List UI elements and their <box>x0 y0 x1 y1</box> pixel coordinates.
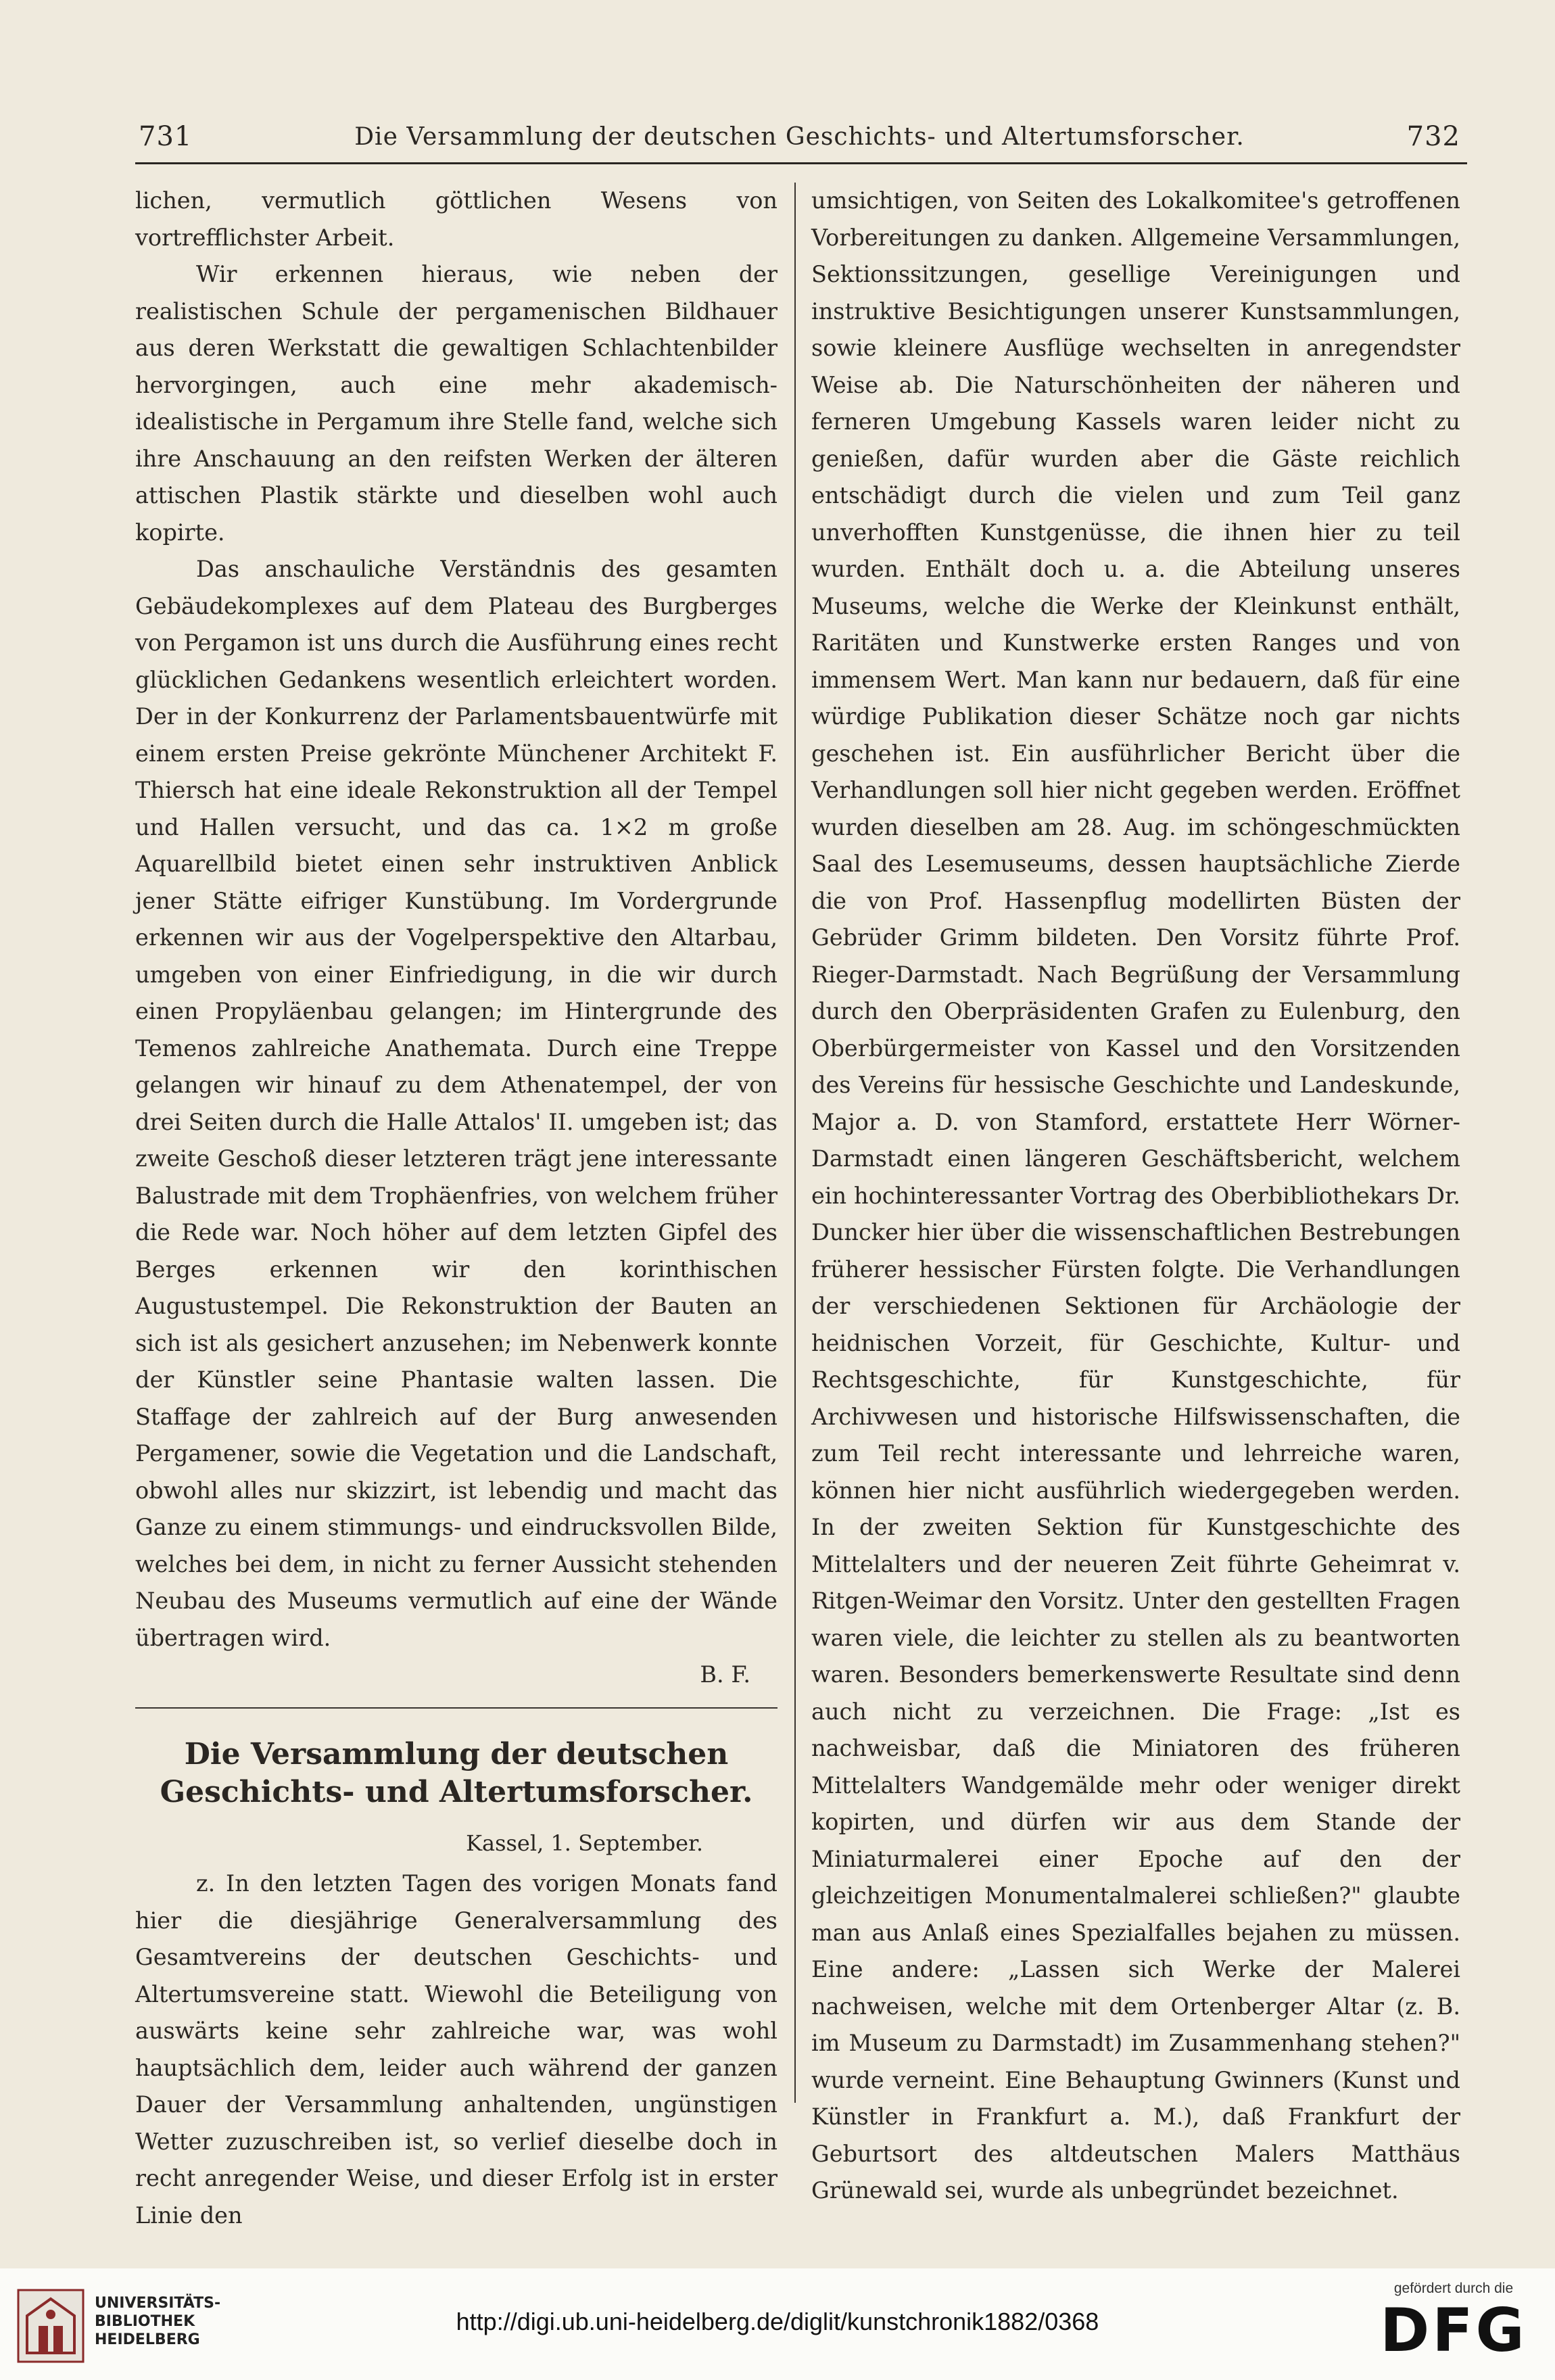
paragraph: z. In den letzten Tagen des vorigen Monats fand hier die diesjährige Generalversammlung des Gesamtvereins der deutschen Geschichts- und Altertumsvereine statt. Wiewohl die Beteiligung von auswärts keine sehr zahlreiche war, was wohl hauptsächlich dem, leider auch während der ganzen Dauer der Versammlung anhaltenden, ungünstigen Wetter zuzuschreiben ist, so verlief dieselbe doch in recht anregender Weise, und dieser Erfolg ist in erster Linie den <box>135 1870 778 2229</box>
author-signature: B. F. <box>700 1661 750 1688</box>
left-column <box>135 183 778 2234</box>
article-title: Die Versammlung der deutschen Geschichts- und Altertumsforscher. <box>160 1736 753 1809</box>
dfg-logo: DFG <box>1380 2295 1527 2365</box>
section-divider <box>135 1707 778 1709</box>
paragraph: lichen, vermutlich göttlichen Wesens von vortrefflichster Arbeit. <box>135 187 778 251</box>
paragraph: Das anschauliche Verständnis des gesamten Gebäudekomplexes auf dem Plateau des Burgberges von Pergamon ist uns durch die Ausführung eines recht glücklichen Gedankens wesentlich erleichtert worden. Der in der Konkurrenz der Parlamentsbauentwürfe mit einem ersten Preise gekrönte Münchener Architekt F. Thiersch hat eine ideale Rekonstruktion all der Tempel und Hallen versucht, und das ca. 1×2 m große Aquarellbild bietet einen sehr instruktiven Anblick jener Stätte eifriger Kunstübung. Im Vordergrunde erkennen wir aus der Vogelperspektive den Altarbau, umgeben von einer Einfriedigung, in die wir durch einen Propyläenbau gelangen; im Hintergrunde des Temenos zahlreiche Anathemata. Durch eine Treppe gelangen wir hinauf zu dem Athenatempel, der von drei Seiten durch die Halle Attalos' II. umgeben ist; das zweite Geschoß dieser letzteren trägt jene interessante Balustrade mit dem Trophäenfries, von welchem früher die Rede war. Noch höher auf dem letzten Gipfel des Berges erkennen wir den korinthischen Augustustempel. Die Rekonstruktion der Bauten an sich ist als gesichert anzusehen; im Nebenwerk konnte der Künstler seine Phantasie walten lassen. Die Staffage der zahlreich auf der Burg anwesenden Pergamener, sowie die Vegetation und die Landschaft, obwohl alles nur skizzirt, ist lebendig und macht das Ganze zu einem stimmungs- und eindrucksvollen Bilde, welches bei dem, in nicht zu ferner Aussicht stehenden Neubau des Museums vermutlich auf eine der Wände übertragen wird. <box>135 556 778 1651</box>
signature-line <box>135 1657 778 1694</box>
right-page-number: 732 <box>1406 121 1460 152</box>
left-page-number: 731 <box>139 121 193 152</box>
running-header <box>139 116 1460 157</box>
running-title: Die Versammlung der deutschen Geschichts- und Altertumsforscher. <box>354 122 1245 151</box>
library-name: UNIVERSITÄTS- BIBLIOTHEK HEIDELBERG <box>95 2295 221 2348</box>
footer-bar <box>0 2268 1555 2380</box>
funder-block[interactable] <box>1379 2281 1528 2364</box>
source-url-link[interactable]: http://digi.ub.uni-heidelberg.de/diglit/kunstchronik1882/0368 <box>456 2308 1099 2335</box>
column-divider <box>794 183 796 2103</box>
header-rule <box>135 162 1467 164</box>
right-column <box>811 183 1460 2210</box>
paragraph: Wir erkennen hieraus, wie neben der realistischen Schule der pergamenischen Bildhauer aus deren Werkstatt die gewaltigen Schlachtenbilder hervorgingen, auch eine mehr akademisch-idealistische in Pergamum ihre Stelle fand, welche sich ihre Anschauung an den reifsten Werken der älteren attischen Plastik stärkte und dieselben wohl auch kopirte. <box>135 261 778 546</box>
dateline: Kassel, 1. September. <box>466 1830 703 1856</box>
paragraph: umsichtigen, von Seiten des Lokalkomitee's getroffenen Vorbereitungen zu danken. Allgemeine Versammlungen, Sektionssitzungen, gesellige Vereinigungen und instruktive Besichtigungen unserer Kunstsammlungen, sowie kleinere Ausflüge wechselten in anregendster Weise ab. Die Naturschönheiten der näheren und ferneren Umgebung Kassels waren leider nicht zu genießen, dafür wurden aber die Gäste reichlich entschädigt durch die vielen und zum Teil ganz unverhofften Kunstgenüsse, die ihnen hier zu teil wurden. Enthält doch u. a. die Abteilung unseres Museums, welche die Werke der Kleinkunst enthält, Raritäten und Kunstwerke ersten Ranges und von immensem Wert. Man kann nur bedauern, daß für eine würdige Publikation dieser Schätze noch gar nichts geschehen ist. Ein ausführlicher Bericht über die Verhandlungen soll hier nicht gegeben werden. Eröffnet wurden dieselben am 28. Aug. im schöngeschmückten Saal des Lesemuseums, dessen hauptsächliche Zierde die von Prof. Hassenpflug modellirten Büsten der Gebrüder Grimm bildeten. Den Vorsitz führte Prof. Rieger-Darmstadt. Nach Begrüßung der Versammlung durch den Oberpräsidenten Grafen zu Eulenburg, den Oberbürgermeister von Kassel und den Vorsitzenden des Vereins für hessische Geschichte und Landeskunde, Major a. D. von Stamford, erstattete Herr Wörner-Darmstadt einen längeren Geschäftsbericht, welchem ein hochinteressanter Vortrag des Oberbibliothekars Dr. Duncker hier über die wissenschaftlichen Bestrebungen früherer hessischer Fürsten folgte. Die Verhandlungen der verschiedenen Sektionen für Archäologie der heidnischen Vorzeit, für Geschichte, Kultur- und Rechtsgeschichte, für Kunstgeschichte, für Archivwesen und historische Hilfswissenschaften, die zum Teil recht interessante und lehrreiche waren, können hier nicht ausführlich wiedergegeben werden. In der zweiten Sektion für Kunstgeschichte des Mittelalters und der neueren Zeit führte Geheimrat v. Ritgen-Weimar den Vorsitz. Unter den gestellten Fragen waren viele, die leichter zu stellen als zu beantworten waren. Besonders bemerkenswerte Resultate sind denn auch nicht zu verzeichnen. Die Frage: „Ist es nachweisbar, daß die Miniatoren des früheren Mittelalters Wandgemälde mehr oder weniger direkt kopirten, und dürfen wir aus dem Stande der Miniaturmalerei einer Epoche auf den der gleichzeitigen Monumentalmalerei schließen?" glaubte man aus Anlaß eines Spezialfalles bejahen zu müssen. Eine andere: „Lassen sich Werke der Malerei nachweisen, welche mit dem Ortenberger Altar (z. B. im Museum zu Darmstadt) im Zusammenhang stehen?" wurde verneint. Eine Behauptung Gwinners (Kunst und Künstler in Frankfurt a. M.), daß Frankfurt der Geburtsort des altdeutschen Malers Matthäus Grünewald sei, wurde als unbegründet bezeichnet. <box>811 187 1460 2204</box>
funder-label: gefördert durch die <box>1393 2281 1514 2296</box>
